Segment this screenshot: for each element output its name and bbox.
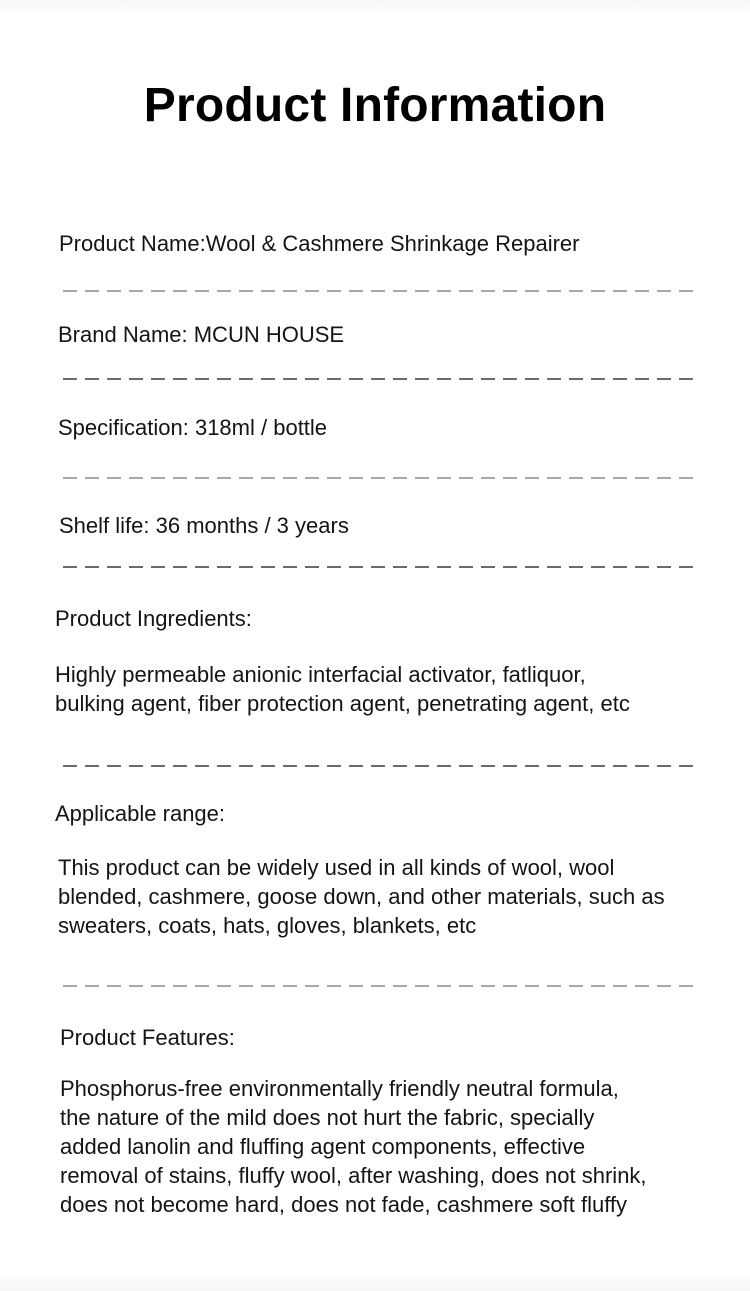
ingredients-heading: Product Ingredients: [55, 606, 252, 631]
features-line: Phosphorus-free environmentally friendly neutral formula, [60, 1076, 619, 1101]
dashed-divider [63, 985, 697, 987]
features-line: removal of stains, fluffy wool, after washing, does not shrink, [60, 1163, 647, 1188]
ingredients-line: bulking agent, fiber protection agent, penetrating agent, etc [55, 691, 630, 716]
dashed-divider [63, 378, 697, 380]
specification-field: Specification: 318ml / bottle [58, 415, 328, 440]
features-heading: Product Features: [60, 1025, 235, 1050]
features-line: does not become hard, does not fade, cashmere soft fluffy [60, 1192, 628, 1217]
features-line: the nature of the mild does not hurt the fabric, specially [60, 1105, 595, 1130]
applicable-range-line: This product can be widely used in all kinds of wool, wool [58, 855, 615, 880]
page-title: Product Information [143, 79, 607, 132]
dashed-divider [63, 765, 697, 767]
ingredients-line: Highly permeable anionic interfacial activator, fatliquor, [55, 662, 586, 687]
product-name-field: Product Name:Wool & Cashmere Shrinkage Repairer [59, 231, 580, 256]
shelf-life-field: Shelf life: 36 months / 3 years [59, 513, 349, 538]
applicable-range-line: sweaters, coats, hats, gloves, blankets, etc [58, 913, 477, 938]
dashed-divider [63, 566, 697, 568]
applicable-range-heading: Applicable range: [55, 801, 226, 826]
dashed-divider [63, 477, 697, 479]
applicable-range-line: blended, cashmere, goose down, and other materials, such as [58, 884, 665, 909]
brand-name-field: Brand Name: MCUN HOUSE [58, 322, 345, 347]
dashed-divider [63, 290, 697, 292]
ingredients-text [55, 660, 630, 718]
features-line: added lanolin and fluffing agent components, effective [60, 1134, 586, 1159]
features-text [60, 1074, 647, 1219]
applicable-range-text [58, 853, 665, 940]
